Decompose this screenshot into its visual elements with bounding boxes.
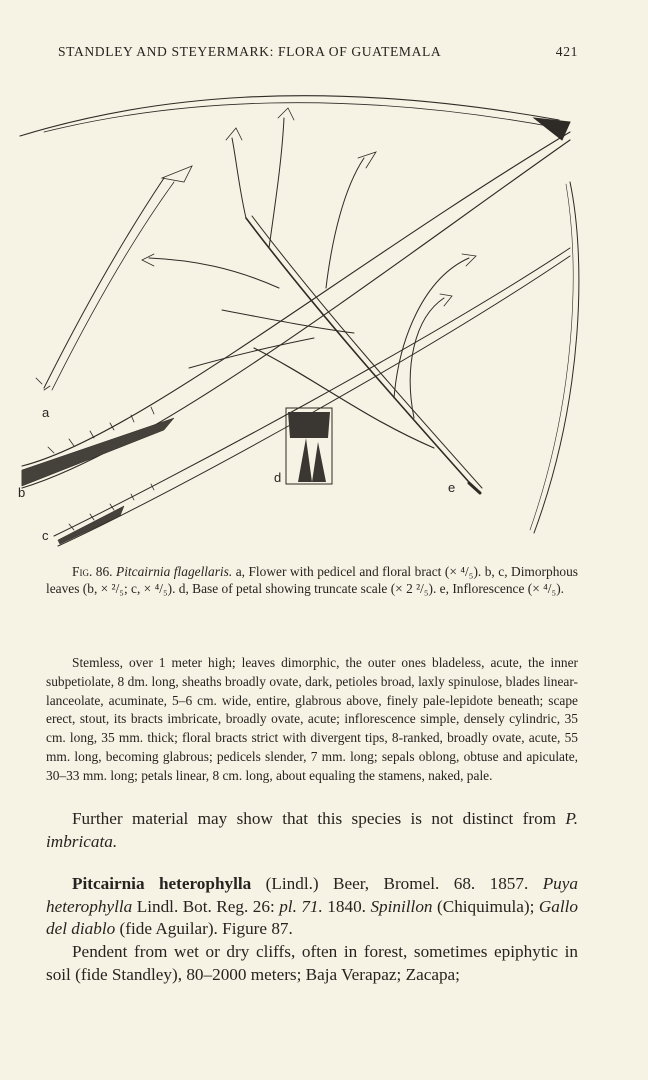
habitat-text: Pendent from wet or dry cliffs, often in forest, sometimes epiphytic in soil (fide Standley), 80–2000 meters; Baja Verapaz; Zacapa;	[46, 942, 578, 984]
botanical-illustration	[14, 78, 604, 558]
species-name: Pitcairnia heterophylla	[72, 874, 252, 893]
note-text: Further material may show that this species is not distinct from	[72, 809, 566, 828]
synonym-reference: Lindl. Bot. Reg. 26:	[132, 896, 280, 916]
figure-caption	[46, 563, 578, 597]
species-entry	[46, 873, 578, 941]
figure-label-a: a	[42, 405, 50, 420]
species-description: Stemless, over 1 meter high; leaves dimorphic, the outer ones bladeless, acute, the inner subpetiolate, 8 dm. long, sheaths broadly ovate, dark, petioles broad, laxly spinulose, blades linear-lanceolate, acuminate, 5–6 cm. wide, entire, glabrous above, finely pale-lepidote beneath; scape erect, stout, its bracts imbricate, broadly ovate, acute; inflorescence simple, densely cylindric, 35 cm. long, 35 mm. thick; floral bracts strict with divergent tips, 8-ranked, broadly ovate, acute, 55 mm. long, becoming glabrous; pedicels slender, 7 mm. long; sepals oblong, obtuse and apiculate, 30–33 mm. long; petals linear, 8 cm. long, about equaling the stamens, naked, pale.	[46, 655, 578, 783]
note-species: P. imbricata.	[46, 809, 578, 851]
synonym-plate: pl. 71.	[279, 896, 323, 916]
figure-label-c: c	[42, 528, 49, 543]
common-name-1: Spinillon	[370, 896, 433, 916]
common-name-1-locality: (Chiquimula);	[432, 896, 539, 916]
common-name-2: Gallo del diablo	[46, 896, 579, 938]
caption-text: a, Flower with pedicel and floral bract (× ⁴/₅). b, c, Dimorphous leaves (b, × ²/₅; c, × ⁴/₅). d, Base of petal showing truncate scale (× 2 ²/₅). e, Inflorescence (× ⁴/₅).	[46, 564, 578, 596]
running-title: STANDLEY AND STEYERMARK: FLORA OF GUATEMALA	[58, 44, 442, 59]
species-authority: (Lindl.) Beer, Bromel. 68. 1857.	[251, 874, 543, 893]
synonym-year: 1840.	[322, 896, 371, 916]
figure-label-e: e	[448, 480, 456, 495]
figure-label-b: b	[18, 485, 26, 500]
figure-drawing	[14, 78, 604, 558]
caption-species: Pitcairnia flagellaris.	[116, 564, 233, 579]
synonym-name: Puya heterophylla	[46, 874, 579, 916]
common-name-2-source: (fide Aguilar). Figure 87.	[115, 919, 293, 938]
figure-number: Fig. 86.	[72, 564, 113, 579]
taxonomic-note	[46, 808, 578, 853]
figure-label-d: d	[274, 470, 282, 485]
petal-base-drawing	[286, 408, 332, 484]
page-number: 421	[555, 44, 578, 59]
